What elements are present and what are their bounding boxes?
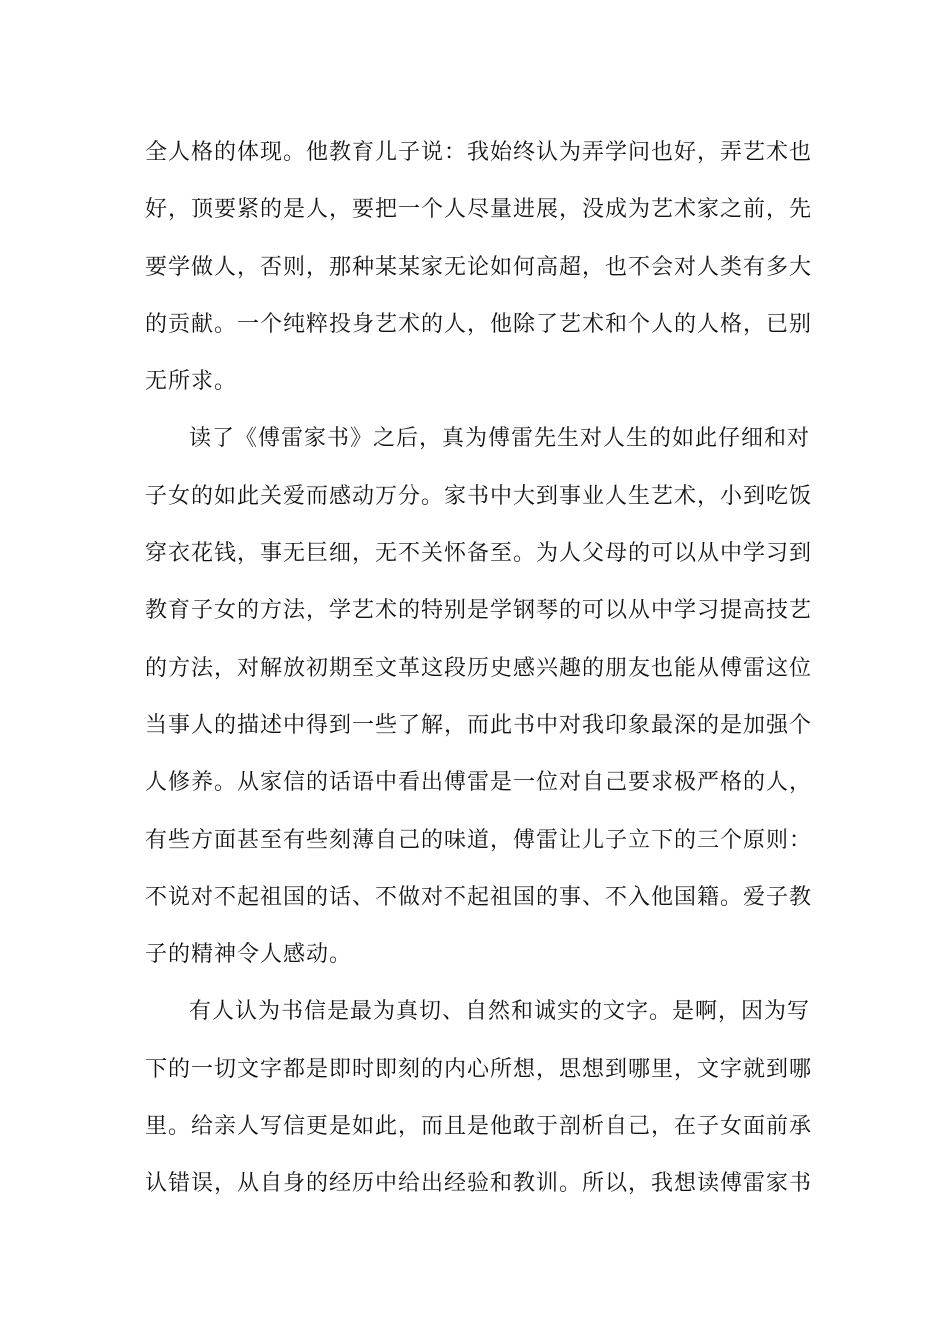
text-line: 好，顶要紧的是人，要把一个人尽量进展，没成为艺术家之前，先 xyxy=(145,197,813,223)
text-line: 的方法，对解放初期至文革这段历史感兴趣的朋友也能从傅雷这位 xyxy=(145,655,813,681)
text-line: 读了《傅雷家书》之后，真为傅雷先生对人生的如此仔细和对 xyxy=(189,426,811,452)
text-line: 不说对不起祖国的话、不做对不起祖国的事、不入他国籍。爱子教 xyxy=(145,884,813,910)
body-text xyxy=(145,133,813,1222)
text-line: 当事人的描述中得到一些了解，而此书中对我印象最深的是加强个 xyxy=(145,712,813,738)
text-line: 认错误，从自身的经历中给出经验和教训。所以，我想读傅雷家书 xyxy=(145,1171,813,1197)
text-line: 子女的如此关爱而感动万分。家书中大到事业人生艺术，小到吃饭 xyxy=(145,483,813,509)
text-line: 下的一切文字都是即时即刻的内心所想，思想到哪里，文字就到哪 xyxy=(145,1056,813,1082)
text-line: 无所求。 xyxy=(145,369,238,395)
text-line: 人修养。从家信的话语中看出傅雷是一位对自己要求极严格的人， xyxy=(145,770,813,796)
text-line: 有人认为书信是最为真切、自然和诚实的文字。是啊，因为写 xyxy=(189,999,811,1025)
text-line: 要学做人，否则，那种某某家无论如何高超，也不会对人类有多大 xyxy=(145,254,813,280)
text-line: 里。给亲人写信更是如此，而且是他敢于剖析自己，在子女面前承 xyxy=(145,1114,813,1140)
text-line: 子的精神令人感动。 xyxy=(145,942,353,968)
text-line: 有些方面甚至有些刻薄自己的味道，傅雷让儿子立下的三个原则： xyxy=(145,827,813,853)
paragraph-3 xyxy=(145,992,813,1221)
text-line: 穿衣花钱，事无巨细，无不关怀备至。为人父母的可以从中学习到 xyxy=(145,541,813,567)
text-line: 全人格的体现。他教育儿子说：我始终认为弄学问也好，弄艺术也 xyxy=(145,140,813,165)
paragraph-1 xyxy=(145,133,813,419)
paragraph-2 xyxy=(145,419,813,992)
text-line: 教育子女的方法，学艺术的特别是学钢琴的可以从中学习提高技艺 xyxy=(145,598,813,624)
text-line: 的贡献。一个纯粹投身艺术的人，他除了艺术和个人的人格，已别 xyxy=(145,311,813,337)
